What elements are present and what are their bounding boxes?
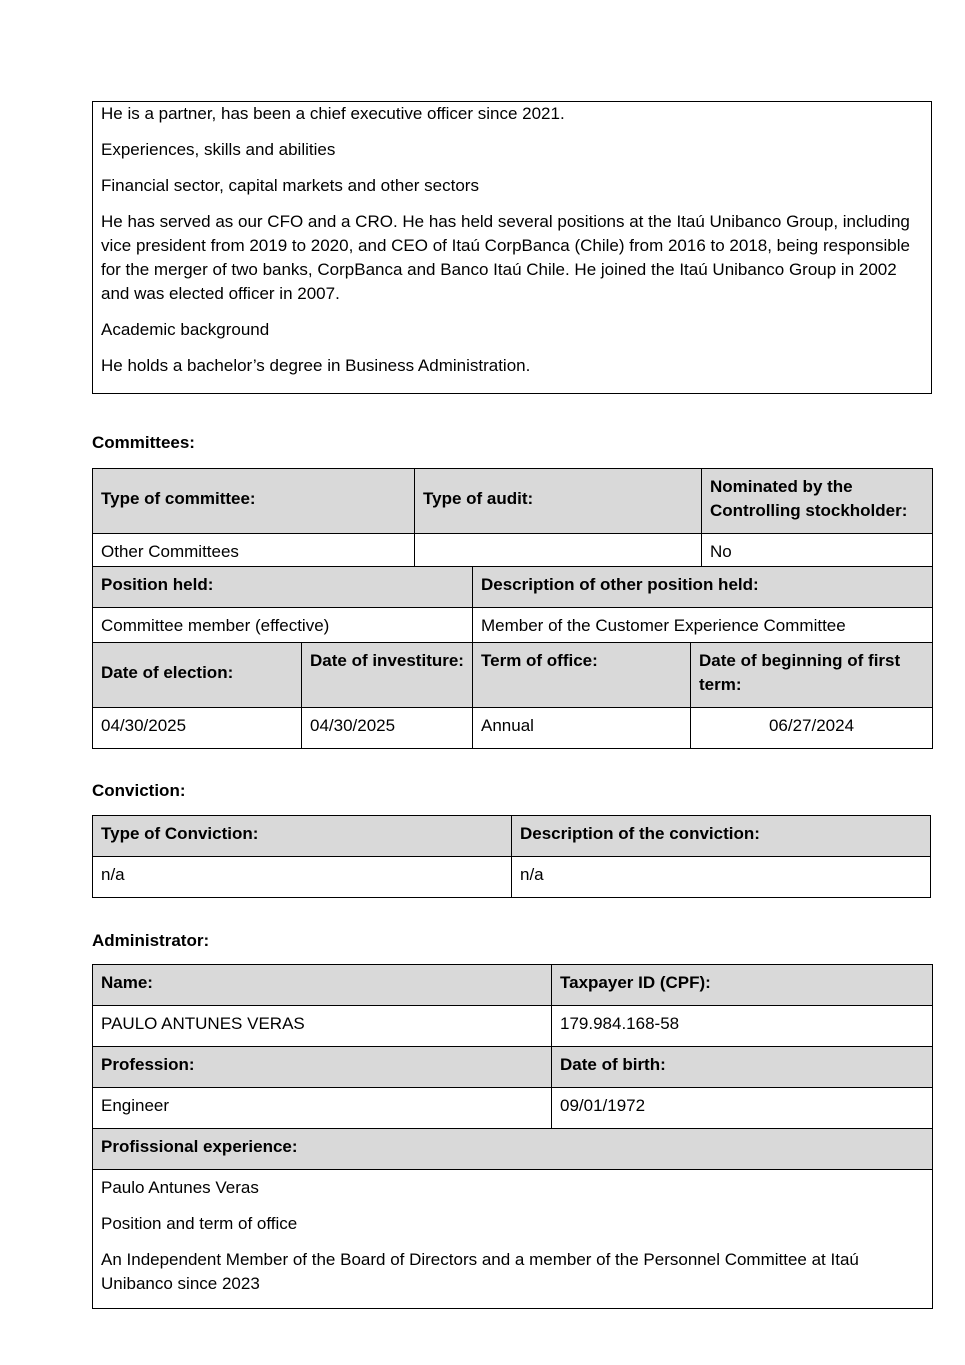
experience-cell (93, 1170, 933, 1309)
conviction-description-value: n/a (512, 857, 931, 898)
beginning-value: 06/27/2024 (691, 708, 933, 749)
type-audit-label: Type of audit: (415, 469, 702, 534)
committees-title: Committees: (92, 433, 195, 452)
investiture-value: 04/30/2025 (302, 708, 473, 749)
term-value: Annual (473, 708, 691, 749)
birth-label: Date of birth: (552, 1047, 933, 1088)
name-label: Name: (93, 965, 552, 1006)
committees-table-3 (92, 642, 933, 749)
conviction-type-value: n/a (93, 857, 512, 898)
description-label: Description of other position held: (473, 567, 933, 608)
type-committee-label: Type of committee: (93, 469, 415, 534)
conviction-table (92, 815, 931, 898)
investiture-label: Date of investiture: (302, 643, 473, 708)
experience-paragraph: Position and term of office (101, 1214, 298, 1233)
experience-paragraph: Paulo Antunes Veras (101, 1178, 259, 1197)
description-value: Member of the Customer Experience Committee (473, 608, 933, 649)
nominated-value: No (702, 534, 933, 575)
bio-paragraph: He is a partner, has been a chief executive officer since 2021. (101, 104, 565, 123)
position-label: Position held: (93, 567, 473, 608)
bio-paragraph: Academic background (101, 320, 270, 339)
nominated-label: Nominated by the Controlling stockholder: (702, 469, 933, 534)
conviction-title: Conviction: (92, 781, 186, 800)
name-value: PAULO ANTUNES VERAS (93, 1006, 552, 1047)
term-label: Term of office: (473, 643, 691, 708)
committees-table-2 (92, 566, 933, 649)
cpf-label: Taxpayer ID (CPF): (552, 965, 933, 1006)
birth-value: 09/01/1972 (552, 1088, 933, 1129)
bio-paragraph: Experiences, skills and abilities (101, 140, 336, 159)
administrator-title: Administrator: (92, 931, 210, 950)
conviction-description-label: Description of the conviction: (512, 816, 931, 857)
conviction-type-label: Type of Conviction: (93, 816, 512, 857)
profession-value: Engineer (93, 1088, 552, 1129)
beginning-label: Date of beginning of first term: (691, 643, 933, 708)
position-value: Committee member (effective) (93, 608, 473, 649)
bio-box (92, 101, 932, 394)
experience-label: Profissional experience: (93, 1129, 933, 1170)
bio-paragraph: He holds a bachelor’s degree in Business Administration. (101, 356, 531, 375)
bio-paragraph: He has served as our CFO and a CRO. He has held several positions at the Itaú Unibanco Group, including vice president from 2019 to 2020, and CEO of Itaú CorpBanca (Chile) from 2016 to 2018, being responsible for the merger of two banks, CorpBanca and Banco Itaú Chile. He joined the Itaú Unibanco Group in 2002 and was elected officer in 2007. (101, 212, 910, 303)
experience-paragraph: An Independent Member of the Board of Directors and a member of the Personnel Committee at Itaú Unibanco since 2023 (101, 1250, 859, 1293)
profession-label: Profession: (93, 1047, 552, 1088)
administrator-table (92, 964, 933, 1309)
election-label: Date of election: (93, 643, 302, 708)
type-committee-value: Other Committees (93, 534, 415, 575)
cpf-value: 179.984.168-58 (552, 1006, 933, 1047)
committees-table-1 (92, 468, 933, 575)
bio-paragraph: Financial sector, capital markets and other sectors (101, 176, 479, 195)
election-value: 04/30/2025 (93, 708, 302, 749)
